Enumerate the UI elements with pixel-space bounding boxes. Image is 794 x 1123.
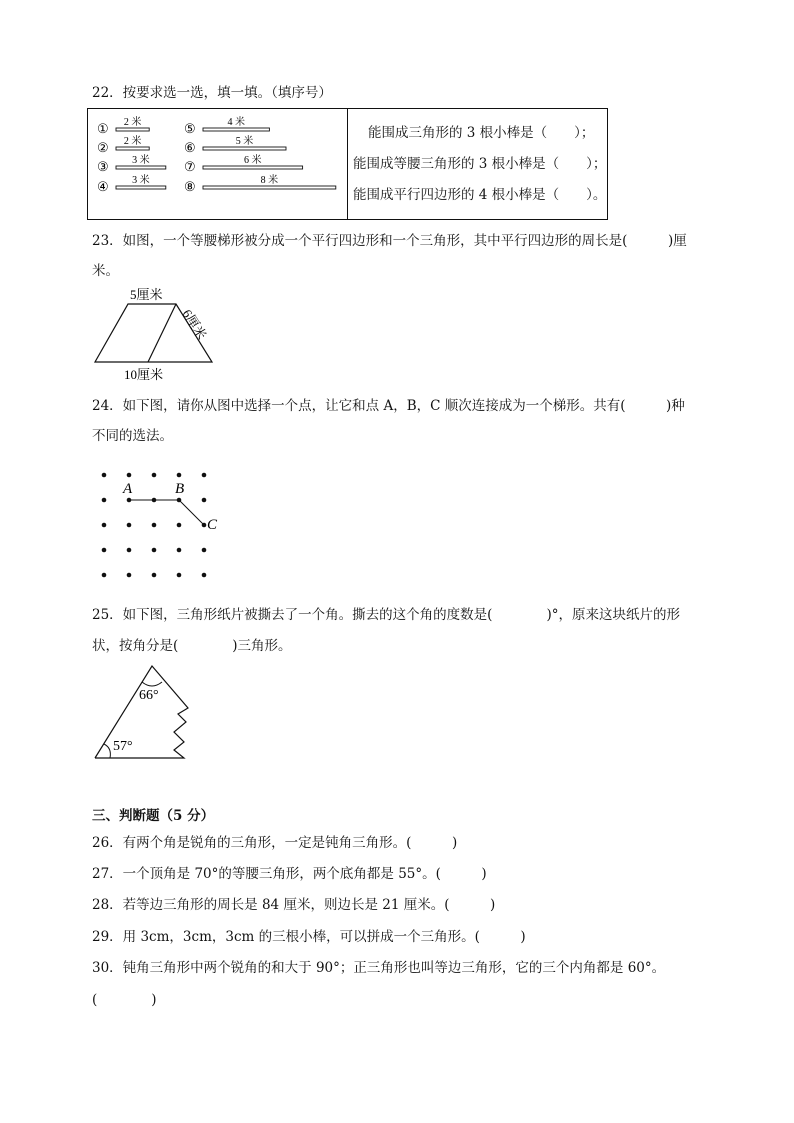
q29-text: 29．用 3cm，3cm，3cm 的三根小棒，可以拼成一个三角形。( ) (92, 929, 526, 945)
q28-text: 28．若等边三角形的周长是 84 厘米，则边长是 21 厘米。( ) (92, 897, 496, 913)
trapezoid-bottom-label: 10厘米 (124, 367, 164, 382)
top-angle-label: 66° (139, 688, 159, 703)
grid-dot (177, 573, 182, 578)
q30-text: 30．钝角三角形中两个锐角的和大于 90°；正三角形也叫等边三角形，它的三个内角都是 60°。 (92, 960, 666, 976)
dot-grid-figure (95, 465, 235, 590)
grid-dot (127, 548, 132, 553)
stick-number: ⑧ (184, 179, 196, 194)
trapezoid-figure (90, 285, 220, 385)
stick-bar (116, 186, 166, 189)
stick-number: ③ (97, 159, 109, 174)
trapezoid-divider-line (148, 304, 176, 362)
grid-dot (177, 523, 182, 528)
stick-length-label: 3 米 (132, 155, 150, 166)
q24-text-line2: 不同的选法。 (92, 428, 173, 444)
q22-isosceles-question: 能围成等腰三角形的 3 根小棒是（ ）； (353, 156, 607, 172)
stick-number: ④ (97, 179, 109, 194)
section3-heading: 三、判断题（5 分） (92, 808, 215, 824)
grid-dot (102, 498, 107, 503)
q30-answer-blank: ( ) (92, 992, 157, 1008)
q23-text-line2: 米。 (92, 263, 119, 279)
q24-text-line1: 24．如下图，请你从图中选择一个点，让它和点 A，B，C 顺次连接成为一个梯形。共有( )种 (92, 398, 685, 414)
stick-length-label: 5 米 (235, 136, 254, 147)
grid-dot (202, 473, 207, 478)
grid-dot (102, 548, 107, 553)
left-angle-arc (104, 744, 110, 758)
stick-length-label: 2 米 (123, 136, 142, 147)
stick-length-label: 6 米 (244, 155, 262, 166)
stick-bar (203, 147, 286, 150)
grid-dot (152, 573, 157, 578)
segment-bc (179, 500, 204, 525)
grid-dot (177, 548, 182, 553)
grid-dot (102, 573, 107, 578)
stick-length-label: 2 米 (123, 117, 142, 128)
stick-number: ① (97, 121, 109, 136)
grid-dot (202, 498, 207, 503)
stick-bar (116, 128, 149, 131)
q25-text-line1: 25．如下图，三角形纸片被撕去了一个角。撕去的这个角的度数是( )°，原来这块纸片的形 (92, 607, 680, 623)
grid-dot (202, 573, 207, 578)
stick-number: ⑤ (184, 121, 196, 136)
q25-text-line2: 状，按角分是( )三角形。 (92, 638, 292, 654)
stick-length-label: 4 米 (227, 117, 245, 128)
point-b-label: B (175, 481, 185, 497)
stick-bar (116, 166, 166, 169)
point-c-label: C (207, 517, 218, 533)
grid-dot (177, 473, 182, 478)
left-angle-label: 57° (113, 739, 133, 754)
torn-triangle-figure (90, 660, 200, 765)
q27-text: 27．一个顶角是 70°的等腰三角形，两个底角都是 55°。( ) (92, 866, 487, 882)
trapezoid-top-label: 5厘米 (130, 287, 163, 302)
top-angle-arc (142, 682, 162, 686)
stick-number: ⑥ (184, 140, 196, 155)
sticks-figure (87, 108, 347, 220)
stick-bar (203, 186, 336, 189)
grid-dot (102, 523, 107, 528)
torn-triangle-shape (95, 666, 188, 758)
point-a-label: A (123, 481, 133, 497)
stick-bar (203, 166, 303, 169)
q26-text: 26．有两个角是锐角的三角形，一定是钝角三角形。( ) (92, 835, 458, 851)
q22-parallelogram-question: 能围成平行四边形的 4 根小棒是（ ）。 (353, 187, 607, 203)
grid-dot (127, 523, 132, 528)
grid-dot (152, 473, 157, 478)
grid-dot (127, 573, 132, 578)
stick-bar (116, 147, 149, 150)
grid-dot (152, 523, 157, 528)
trapezoid-side-label: 6厘米 (179, 306, 210, 343)
q23-text-line1: 23．如图，一个等腰梯形被分成一个平行四边形和一个三角形，其中平行四边形的周长是( )厘 (92, 233, 687, 249)
stick-length-label: 3 米 (132, 175, 150, 186)
grid-dot (127, 473, 132, 478)
grid-dot (152, 548, 157, 553)
table-divider (347, 109, 348, 219)
q22-title: 22．按要求选一选，填一填。（填序号） (92, 85, 332, 101)
stick-bar (203, 128, 269, 131)
q22-triangle-question: 能围成三角形的 3 根小棒是（ ）； (368, 125, 595, 141)
stick-number: ② (97, 140, 109, 155)
grid-dot (102, 473, 107, 478)
stick-length-label: 8 米 (260, 175, 279, 186)
grid-dot (202, 548, 207, 553)
stick-number: ⑦ (184, 159, 196, 174)
